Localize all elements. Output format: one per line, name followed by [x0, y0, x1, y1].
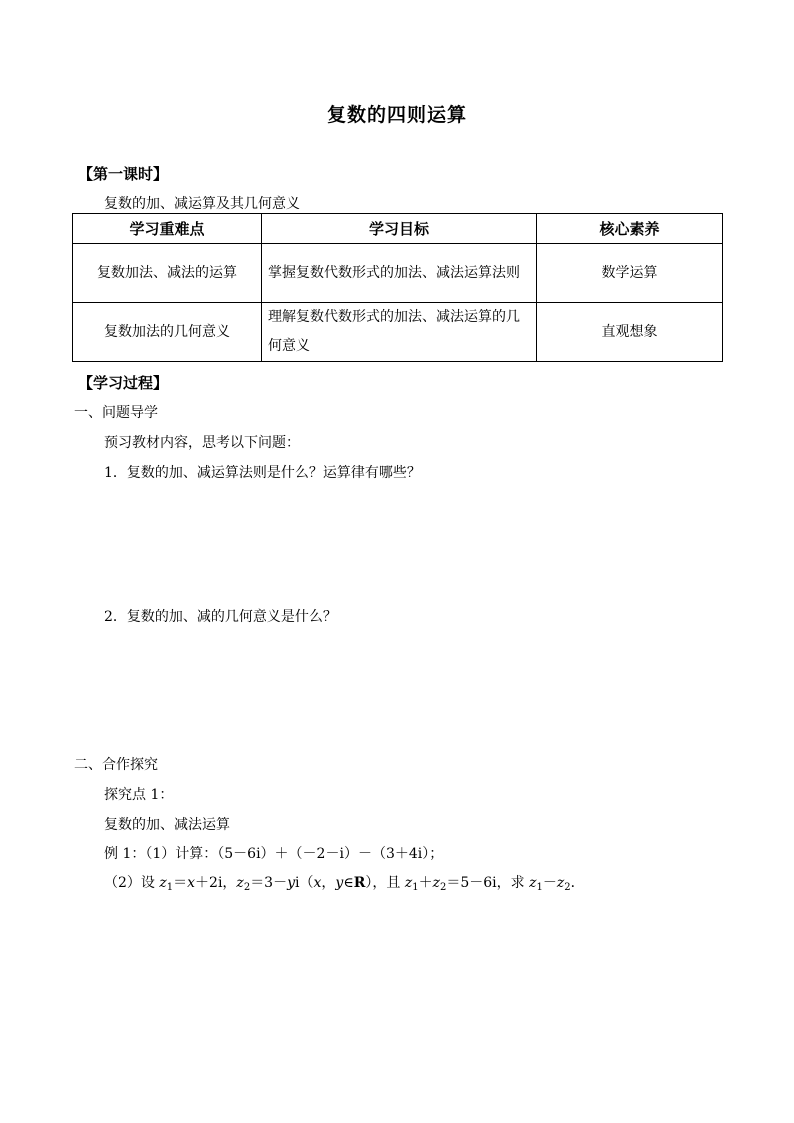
table-cell: 直观想象: [537, 303, 723, 362]
table-row: [73, 244, 723, 303]
table-cell: 复数加法的几何意义: [73, 303, 262, 362]
question-2: 2．复数的加、减的几何意义是什么？: [104, 609, 337, 625]
table-header-cell: 核心素养: [537, 214, 723, 244]
learning-goals-table: [72, 213, 723, 362]
question-1: 1．复数的加、减运算法则是什么？运算律有哪些？: [104, 465, 421, 481]
page-title: 复数的四则运算: [326, 104, 467, 126]
exploration-topic: 复数的加、减法运算: [104, 817, 230, 833]
table-cell: 数学运算: [537, 244, 723, 303]
table-row: [73, 303, 723, 362]
table-header-row: [73, 214, 723, 244]
table-cell: 复数加法、减法的运算: [73, 244, 262, 303]
example-1-part-1: 例 1：（1）计算：（5－6i）＋（－2－i）－（3＋4i）；: [104, 846, 444, 862]
section-heading: 一、问题导学: [74, 405, 158, 421]
lesson-topic: 复数的加、减运算及其几何意义: [104, 196, 300, 212]
section-heading: 二、合作探究: [74, 757, 158, 773]
example-1-part-2: （2）设 $z_1=x+2i$，$z_2=3-yi(x$，y∈R），且 $z_1+z_2=5-6i$，求 $z_1-z_2$．: [104, 875, 585, 893]
lesson-header: 【第一课时】: [78, 165, 169, 183]
table-header-cell: 学习重难点: [73, 214, 262, 244]
table-cell: 理解复数代数形式的加法、减法运算的几何意义: [262, 303, 537, 362]
section-intro: 预习教材内容，思考以下问题：: [104, 435, 300, 451]
table-cell: 掌握复数代数形式的加法、减法运算法则: [262, 244, 537, 303]
table-header-cell: 学习目标: [262, 214, 537, 244]
exploration-point: 探究点 1：: [104, 787, 174, 803]
process-header: 【学习过程】: [78, 374, 169, 392]
